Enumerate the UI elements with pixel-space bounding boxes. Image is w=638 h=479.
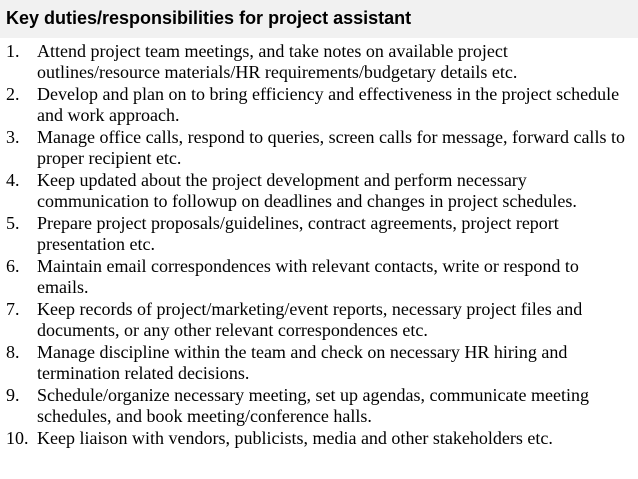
list-item (0, 385, 638, 427)
item-text: Manage office calls, respond to queries, screen calls for message, forward calls to proper recipient etc. (37, 127, 625, 168)
page-title: Key duties/responsibilities for project assistant (6, 8, 412, 28)
item-number: 5. (6, 213, 20, 233)
list-item (0, 342, 638, 384)
item-number: 4. (6, 170, 20, 190)
item-text: Keep updated about the project development and perform necessary communication to followup on deadlines and changes in project schedules. (37, 170, 577, 211)
list-item (0, 127, 638, 169)
item-text: Manage discipline within the team and check on necessary HR hiring and termination related decisions. (37, 342, 568, 383)
item-number: 9. (6, 385, 20, 405)
item-number: 6. (6, 256, 20, 276)
list-item (0, 213, 638, 255)
item-text: Keep records of project/marketing/event reports, necessary project files and documents, or any other relevant correspondences etc. (37, 299, 583, 340)
item-text: Schedule/organize necessary meeting, set up agendas, communicate meeting schedules, and book meeting/conference halls. (37, 385, 589, 426)
item-text: Prepare project proposals/guidelines, contract agreements, project report presentation etc. (37, 213, 559, 254)
item-number: 8. (6, 342, 20, 362)
list-item (0, 256, 638, 298)
item-number: 10. (6, 428, 29, 448)
list-item (0, 84, 638, 126)
list-item (0, 41, 638, 83)
item-text: Attend project team meetings, and take notes on available project outlines/resource materials/HR requirements/budgetary details etc. (37, 41, 518, 82)
duties-list (0, 41, 638, 450)
item-number: 3. (6, 127, 20, 147)
item-text: Develop and plan on to bring efficiency and effectiveness in the project schedule and work approach. (37, 84, 620, 125)
item-number: 2. (6, 84, 20, 104)
item-number: 7. (6, 299, 20, 319)
title-bar (0, 0, 638, 38)
item-number: 1. (6, 41, 20, 61)
list-item (0, 428, 638, 449)
list-item (0, 299, 638, 341)
list-item (0, 170, 638, 212)
item-text: Keep liaison with vendors, publicists, media and other stakeholders etc. (37, 428, 553, 448)
item-text: Maintain email correspondences with relevant contacts, write or respond to emails. (37, 256, 579, 297)
